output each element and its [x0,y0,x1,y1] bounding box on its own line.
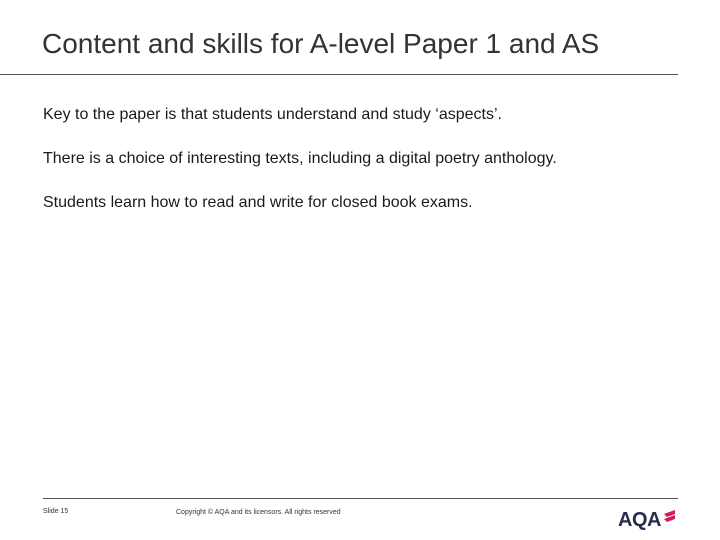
slide-body [43,105,683,237]
title-divider [0,74,678,75]
aqa-logo-text: AQA [618,509,661,531]
aqa-logo [618,508,680,532]
bullet-text: Key to the paper is that students understand and study ‘aspects’. [43,106,502,123]
footer-divider [43,498,678,499]
copyright-notice: Copyright © AQA and its licensors. All rights reserved [176,509,341,516]
bullet-text: There is a choice of interesting texts, including a digital poetry anthology. [43,150,557,167]
slide-number: Slide 15 [43,508,69,515]
aqa-logo-icon [662,510,676,530]
bullet-text: Students learn how to read and write for closed book exams. [43,194,473,211]
slide-title: Content and skills for A-level Paper 1 and AS [42,28,600,59]
